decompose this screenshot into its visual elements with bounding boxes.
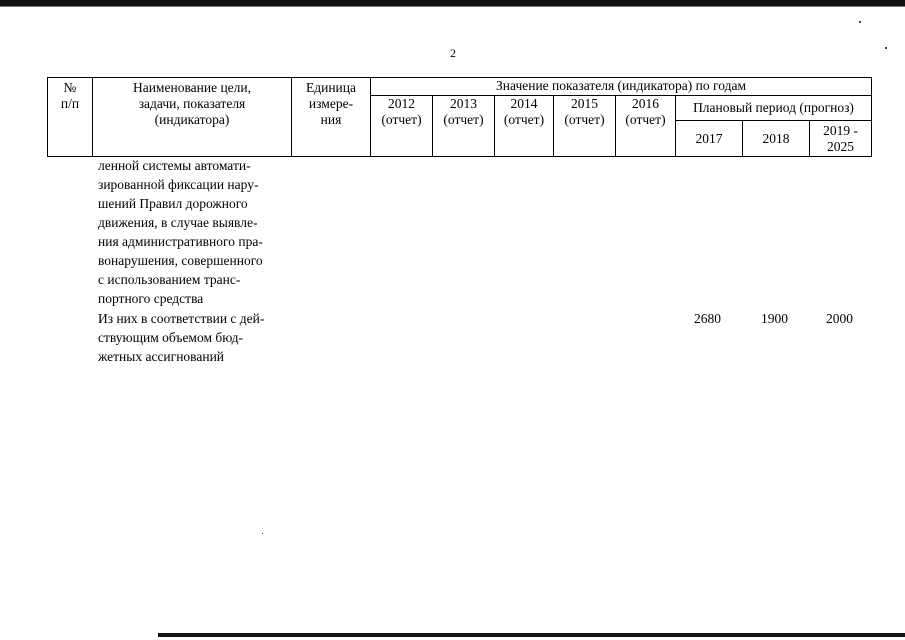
- year-note: (отчет): [625, 112, 666, 127]
- header-plan-2017: 2017: [676, 121, 743, 157]
- scan-speck: [859, 21, 861, 23]
- row-continued-text: [98, 156, 288, 308]
- header-name-line: (индикатора): [154, 112, 230, 127]
- text-line: с использованием транс-: [98, 272, 241, 287]
- header-plan-title: Плановый период (прогноз): [676, 96, 872, 121]
- year-note: (отчет): [381, 112, 422, 127]
- header-plan-2019-2025: [810, 121, 872, 157]
- header-number-symbol: №: [63, 80, 77, 95]
- year-label: 2013: [450, 96, 477, 111]
- scan-speck: [262, 533, 263, 534]
- year-note: (отчет): [443, 112, 484, 127]
- text-line: ленной системы автомати-: [98, 158, 251, 173]
- scan-bottom-border: [158, 633, 905, 637]
- year-note: (отчет): [503, 112, 545, 127]
- header-unit-line: Единица: [305, 80, 356, 95]
- text-line: ния административного пра-: [98, 234, 263, 249]
- text-line: движения, в случае выявле-: [98, 215, 258, 230]
- header-unit-line: измере-: [308, 96, 354, 111]
- text-line: шений Правил дорожного: [98, 196, 248, 211]
- year-label: 2016: [632, 96, 659, 111]
- header-plan-2018: 2018: [743, 121, 810, 157]
- header-number-abbr: п/п: [60, 96, 80, 111]
- header-year-2014: [495, 96, 554, 157]
- header-unit-line: ния: [320, 112, 342, 127]
- text-line: жетных ассигнований: [98, 349, 225, 364]
- header-name-cell: [93, 78, 292, 157]
- plan-year-range-end: 2025: [827, 138, 854, 154]
- text-line: зированной фиксации нару-: [98, 177, 259, 192]
- text-line: ствующим объемом бюд-: [98, 330, 244, 345]
- header-values-title: Значение показателя (индикатора) по годам: [371, 78, 872, 96]
- header-unit-cell: [292, 78, 371, 157]
- header-name-line: задачи, показателя: [138, 96, 246, 111]
- text-line: портного средства: [98, 291, 204, 306]
- header-name-line: Наименование цели,: [132, 80, 252, 95]
- header-year-2012: [371, 96, 433, 157]
- year-label: 2012: [388, 96, 415, 111]
- plan-year-range-start: 2019 -: [823, 122, 858, 138]
- header-number-cell: [48, 78, 93, 157]
- text-line: Из них в соответствии с дей-: [98, 311, 265, 326]
- row-budget-text: [98, 309, 288, 366]
- value-2019-2025: 2000: [826, 311, 853, 326]
- text-line: вонарушения, совершенного: [98, 253, 263, 268]
- scan-top-border-shadow: [0, 6, 905, 7]
- scan-speck: [885, 47, 887, 49]
- year-label: 2015: [571, 96, 598, 111]
- header-year-2013: [433, 96, 495, 157]
- page-number: 2: [450, 46, 456, 60]
- header-year-2015: [554, 96, 616, 157]
- value-2017: 2680: [694, 311, 721, 326]
- header-year-2016: [616, 96, 676, 157]
- value-2018: 1900: [761, 311, 788, 326]
- indicator-table-header: [47, 77, 872, 157]
- year-label: 2014: [510, 96, 538, 111]
- year-note: (отчет): [564, 112, 605, 127]
